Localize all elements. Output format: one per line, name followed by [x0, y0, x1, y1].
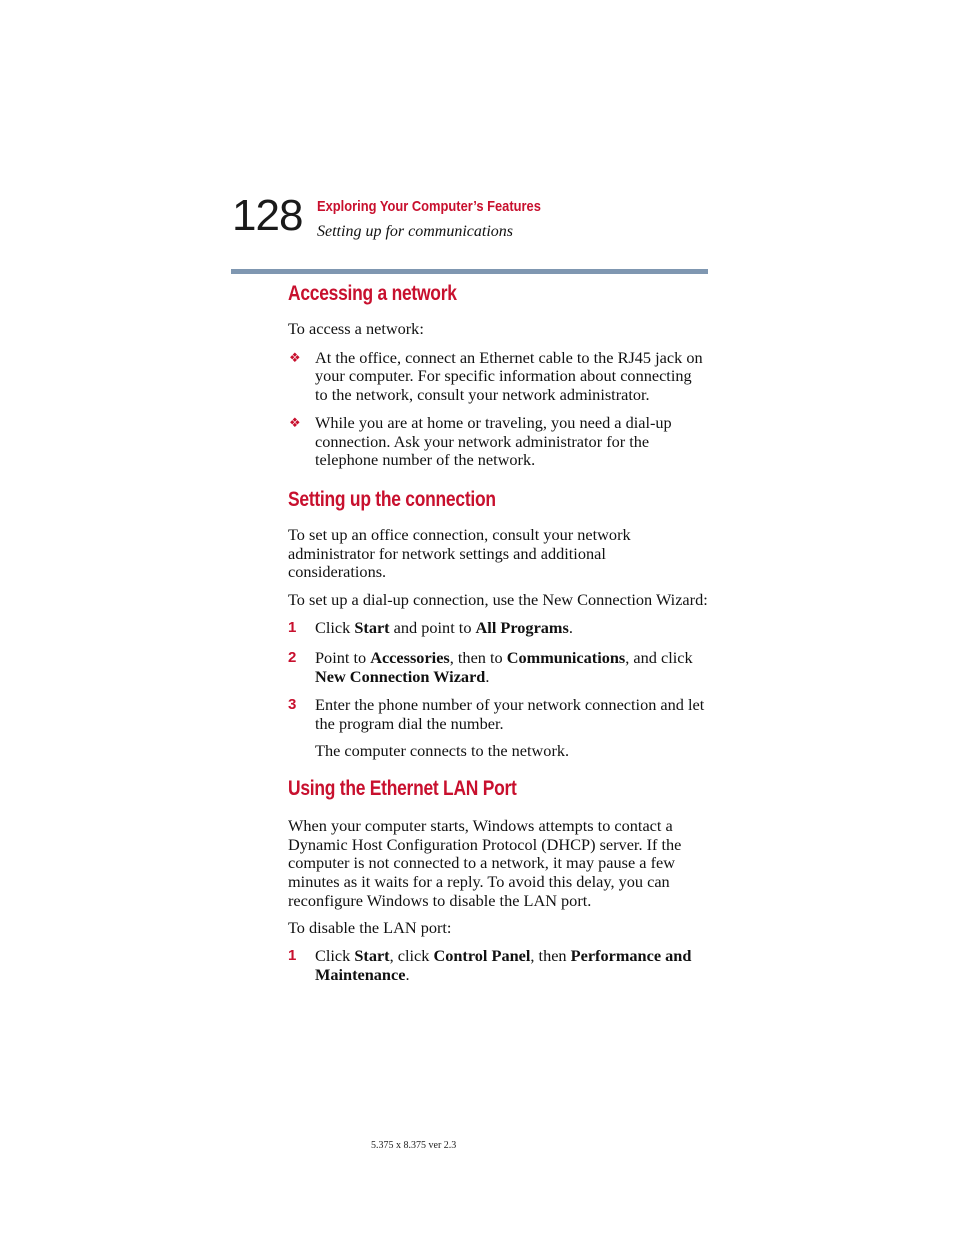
paragraph: To access a network:: [288, 319, 424, 338]
footer-version: 5.375 x 8.375 ver 2.3: [371, 1140, 457, 1151]
step-text: Point to Accessories, then to Communications, and click New Connection Wizard.: [315, 648, 693, 687]
step-number: 1: [288, 618, 297, 636]
page-number: 128: [232, 191, 303, 240]
bullet-text: At the office, connect an Ethernet cable to the RJ45 jack on your computer. For specific information about connecting to the network, consult your network administrator.: [315, 347, 703, 405]
header-rule: [231, 269, 708, 274]
step-number: 2: [288, 649, 297, 667]
running-header-section: Setting up for communications: [317, 223, 513, 240]
step-item: [288, 619, 708, 638]
step-result: The computer connects to the network.: [315, 741, 570, 761]
diamond-bullet-icon: ❖: [289, 414, 301, 430]
bullet-item: [288, 414, 708, 470]
paragraph: To set up an office connection, consult your network administrator for network settings and additional considerations.: [288, 524, 631, 582]
paragraph: To disable the LAN port:: [288, 918, 452, 938]
step-text: Click Start and point to All Programs.: [315, 617, 573, 637]
bullet-item: [288, 349, 708, 405]
paragraph: When your computer starts, Windows attempts to contact a Dynamic Host Configuration Protocol (DHCP) server. If the computer is not connected to a network, it may pause a few minutes as it waits for a reply. To avoid this delay, you can reconfigure Windows to disable the LAN port.: [288, 815, 682, 910]
heading-setting-up-the-connection: Setting up the connection: [288, 487, 496, 511]
paragraph: To set up a dial-up connection, use the New Connection Wizard:: [288, 590, 708, 610]
step-item: [288, 947, 708, 984]
step-item: [288, 696, 708, 733]
heading-accessing-a-network: Accessing a network: [288, 282, 457, 305]
heading-using-the-ethernet-lan-port: Using the Ethernet LAN Port: [288, 776, 517, 800]
diamond-bullet-icon: ❖: [289, 349, 301, 365]
page-content: [288, 280, 708, 985]
step-text: Enter the phone number of your network connection and let the program dial the number.: [315, 694, 705, 733]
running-header-chapter: Exploring Your Computer’s Features: [317, 198, 541, 215]
step-number: 1: [288, 947, 297, 965]
step-text: Click Start, click Control Panel, then Performance and Maintenance.: [315, 946, 692, 984]
step-item: [288, 649, 708, 686]
bullet-text: While you are at home or traveling, you need a dial-up connection. Ask your network administrator for the telephone number of the network.: [315, 412, 672, 470]
step-number: 3: [288, 695, 297, 713]
